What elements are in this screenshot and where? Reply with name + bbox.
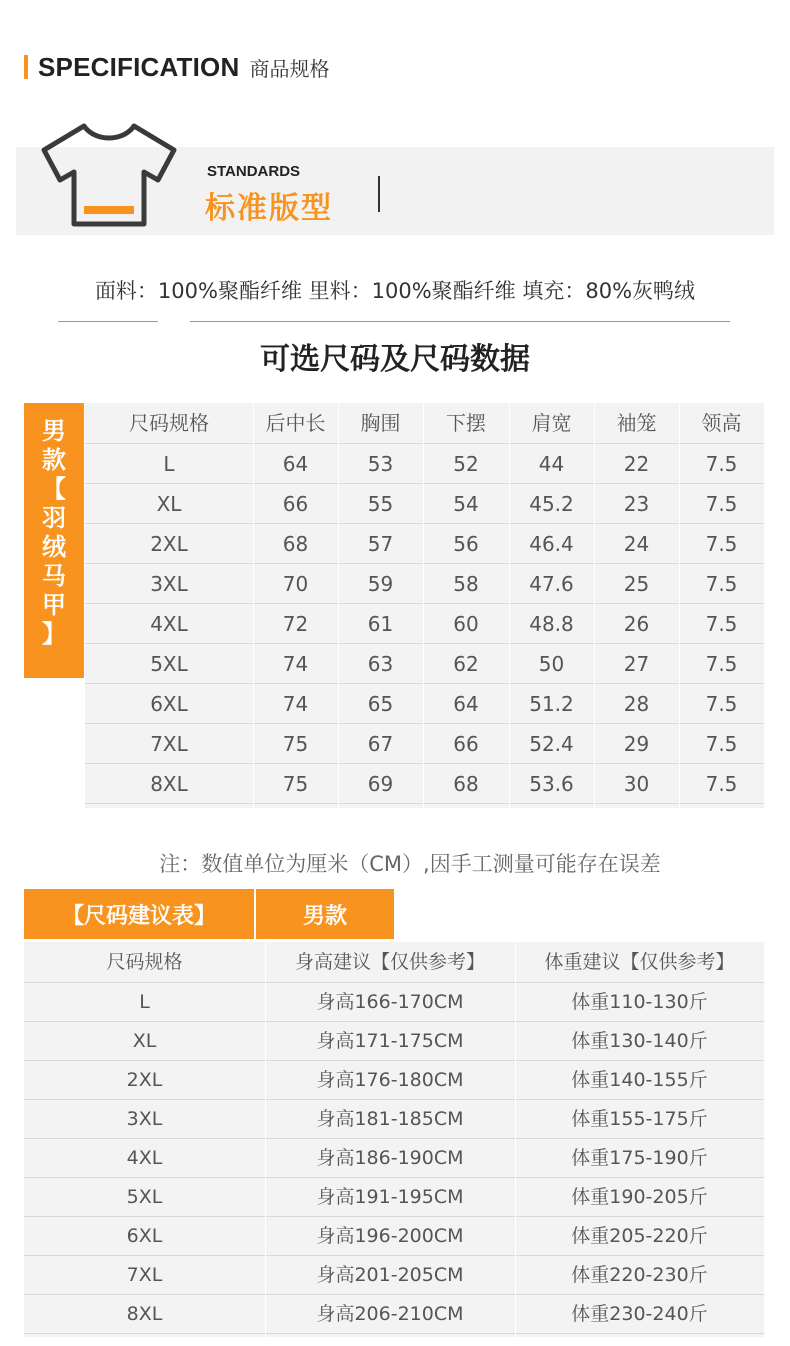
- side-label-char: 】: [42, 620, 66, 648]
- recommend-title: 【尺码建议表】: [24, 889, 254, 939]
- size-table-cell: 57: [367, 532, 394, 556]
- size-table-side-label: [24, 403, 84, 678]
- size-table-cell: 4XL: [150, 612, 188, 636]
- side-label-char: 马: [42, 562, 66, 590]
- side-label-char: 男: [42, 417, 66, 445]
- row-divider: [24, 1099, 764, 1100]
- row-divider: [85, 603, 764, 604]
- recommend-table-cell: 身高191-195CM: [316, 1186, 464, 1208]
- size-table-cell: 2XL: [150, 532, 188, 556]
- recommend-table-cell: 身高176-180CM: [316, 1069, 464, 1091]
- side-label-char: 【: [42, 475, 66, 503]
- size-table-cell: 60: [453, 612, 479, 636]
- standards-label-en: STANDARDS: [207, 163, 301, 180]
- size-table-cell: 25: [623, 572, 650, 596]
- side-label-text: [24, 417, 84, 649]
- size-table-cell: 46.4: [529, 532, 574, 556]
- recommend-table-cell: 体重205-220斤: [571, 1225, 708, 1247]
- size-table-cell: 28: [623, 692, 650, 716]
- spec-title-cn: 商品规格: [249, 56, 330, 81]
- size-table-cell: 53.6: [529, 772, 574, 796]
- size-table-cell: L: [163, 452, 175, 476]
- recommend-table-cell: 身高206-210CM: [316, 1303, 464, 1325]
- recommend-table-cell: 体重140-155斤: [571, 1069, 708, 1091]
- column-divider: [679, 403, 680, 808]
- spec-title-en: SPECIFICATION: [38, 51, 240, 82]
- row-divider: [24, 1021, 764, 1022]
- size-table-cell: 64: [282, 452, 309, 476]
- size-table-cell: 63: [367, 652, 394, 676]
- recommend-table-cell: 6XL: [126, 1225, 163, 1247]
- row-divider: [24, 1294, 764, 1295]
- size-table-cell: 7.5: [705, 772, 738, 796]
- standards-label-cn: 标准版型: [205, 191, 333, 226]
- size-table-cell: 75: [282, 732, 309, 756]
- size-table-cell: 68: [282, 532, 309, 556]
- row-divider: [85, 763, 764, 764]
- row-divider: [85, 803, 764, 804]
- recommend-table-cell: 体重220-230斤: [571, 1264, 708, 1286]
- column-divider: [509, 403, 510, 808]
- recommend-table-cell: 身高181-185CM: [316, 1108, 464, 1130]
- divider-left: [58, 321, 158, 322]
- row-divider: [85, 523, 764, 524]
- recommend-table: [24, 942, 764, 1337]
- size-table-cell: 52: [453, 452, 479, 476]
- row-divider: [85, 563, 764, 564]
- size-table-cell: 62: [453, 652, 479, 676]
- size-table-cell: 74: [282, 652, 309, 676]
- row-divider: [24, 1333, 764, 1334]
- recommend-table-cell: 身高166-170CM: [316, 991, 464, 1013]
- recommend-table-header-cell: 身高建议【仅供参考】: [294, 951, 485, 973]
- recommend-table-cell: 体重130-140斤: [571, 1030, 708, 1052]
- recommend-table-cell: 体重190-205斤: [571, 1186, 708, 1208]
- side-label-char: 绒: [42, 533, 66, 561]
- recommend-table-cell: XL: [132, 1030, 157, 1052]
- size-table-cell: 24: [623, 532, 650, 556]
- size-table-cell: XL: [156, 492, 182, 516]
- size-table-cell: 65: [367, 692, 394, 716]
- size-table-cell: 66: [453, 732, 479, 756]
- row-divider: [24, 1216, 764, 1217]
- size-section-title: 可选尺码及尺码数据: [260, 342, 530, 377]
- size-table-cell: 7.5: [705, 612, 738, 636]
- size-table-header-cell: 后中长: [265, 411, 326, 435]
- size-table-cell: 74: [282, 692, 309, 716]
- size-table-cell: 64: [453, 692, 479, 716]
- row-divider: [24, 1255, 764, 1256]
- size-table-cell: 66: [282, 492, 309, 516]
- recommend-table-cell: 体重155-175斤: [571, 1108, 708, 1130]
- row-divider: [85, 723, 764, 724]
- size-table-cell: 67: [367, 732, 394, 756]
- material-line: 面料：100%聚酯纤维 里料：100%聚酯纤维 填充：80%灰鸭绒: [94, 279, 696, 303]
- size-table-cell: 52.4: [529, 732, 574, 756]
- recommend-table-cell: 4XL: [126, 1147, 163, 1169]
- size-table-cell: 26: [623, 612, 650, 636]
- size-table-cell: 7.5: [705, 492, 738, 516]
- size-table-cell: 7.5: [705, 652, 738, 676]
- divider-right: [190, 321, 730, 322]
- size-table-cell: 54: [453, 492, 479, 516]
- size-table-cell: 70: [282, 572, 309, 596]
- recommend-table-cell: 2XL: [126, 1069, 163, 1091]
- size-table: [85, 403, 764, 808]
- size-table-cell: 44: [538, 452, 565, 476]
- column-divider: [515, 942, 516, 1337]
- size-table-cell: 22: [623, 452, 650, 476]
- row-divider: [24, 982, 764, 983]
- size-table-cell: 75: [282, 772, 309, 796]
- size-table-cell: 7.5: [705, 692, 738, 716]
- size-table-cell: 56: [453, 532, 479, 556]
- size-table-cell: 58: [453, 572, 479, 596]
- recommend-table-cell: 身高171-175CM: [316, 1030, 464, 1052]
- size-table-cell: 59: [367, 572, 394, 596]
- size-table-cell: 8XL: [150, 772, 188, 796]
- recommend-table-cell: 体重175-190斤: [571, 1147, 708, 1169]
- column-divider: [594, 403, 595, 808]
- accent-bar: [24, 55, 28, 79]
- measurement-note: 注：数值单位为厘米（CM）,因手工测量可能存在误差: [159, 852, 661, 876]
- row-divider: [85, 643, 764, 644]
- recommend-gender: 男款: [256, 889, 394, 939]
- row-divider: [85, 443, 764, 444]
- size-table-cell: 27: [623, 652, 650, 676]
- tshirt-icon: [40, 120, 178, 228]
- recommend-table-cell: 5XL: [126, 1186, 163, 1208]
- recommend-table-cell: 体重230-240斤: [571, 1303, 708, 1325]
- recommend-table-cell: 体重110-130斤: [571, 991, 708, 1013]
- size-table-header-cell: 尺码规格: [129, 411, 209, 435]
- size-table-cell: 6XL: [150, 692, 188, 716]
- recommend-table-cell: 身高201-205CM: [316, 1264, 464, 1286]
- row-divider: [85, 683, 764, 684]
- column-divider: [423, 403, 424, 808]
- size-table-cell: 23: [623, 492, 650, 516]
- size-table-cell: 72: [282, 612, 309, 636]
- size-table-cell: 55: [367, 492, 394, 516]
- spec-header: [24, 50, 329, 84]
- size-table-cell: 30: [623, 772, 650, 796]
- divider: [378, 176, 380, 212]
- size-table-cell: 5XL: [150, 652, 188, 676]
- size-table-cell: 7.5: [705, 572, 738, 596]
- recommend-table-header-cell: 体重建议【仅供参考】: [544, 951, 735, 973]
- recommend-table-cell: 身高186-190CM: [316, 1147, 464, 1169]
- size-table-cell: 51.2: [529, 692, 574, 716]
- column-divider: [253, 403, 254, 808]
- size-table-header-cell: 领高: [701, 411, 742, 435]
- size-table-cell: 69: [367, 772, 394, 796]
- recommend-table-cell: 3XL: [126, 1108, 163, 1130]
- recommend-table-cell: 8XL: [126, 1303, 163, 1325]
- size-table-cell: 68: [453, 772, 479, 796]
- size-table-cell: 7.5: [705, 452, 738, 476]
- column-divider: [265, 942, 266, 1337]
- size-table-header-cell: 肩宽: [531, 411, 572, 435]
- recommend-table-cell: 7XL: [126, 1264, 163, 1286]
- size-table-cell: 48.8: [529, 612, 574, 636]
- size-table-cell: 45.2: [529, 492, 574, 516]
- recommend-table-cell: L: [139, 991, 150, 1013]
- size-table-header-cell: 袖笼: [616, 411, 657, 435]
- column-divider: [338, 403, 339, 808]
- side-label-char: 羽: [42, 504, 66, 532]
- size-table-cell: 3XL: [150, 572, 188, 596]
- size-table-cell: 7XL: [150, 732, 188, 756]
- size-table-cell: 53: [367, 452, 394, 476]
- row-divider: [85, 483, 764, 484]
- size-table-cell: 61: [367, 612, 394, 636]
- side-label-char: 款: [42, 446, 66, 474]
- side-label-char: 甲: [42, 591, 66, 619]
- size-table-header-cell: 下摆: [446, 411, 486, 435]
- size-table-cell: 7.5: [705, 532, 738, 556]
- size-table-cell: 50: [538, 652, 565, 676]
- row-divider: [24, 1060, 764, 1061]
- row-divider: [24, 1177, 764, 1178]
- recommend-table-header-cell: 尺码规格: [106, 951, 183, 973]
- size-table-cell: 7.5: [705, 732, 738, 756]
- size-table-cell: 47.6: [529, 572, 574, 596]
- recommend-table-cell: 身高196-200CM: [316, 1225, 464, 1247]
- size-table-cell: 29: [623, 732, 650, 756]
- size-table-header-cell: 胸围: [360, 411, 401, 435]
- row-divider: [24, 1138, 764, 1139]
